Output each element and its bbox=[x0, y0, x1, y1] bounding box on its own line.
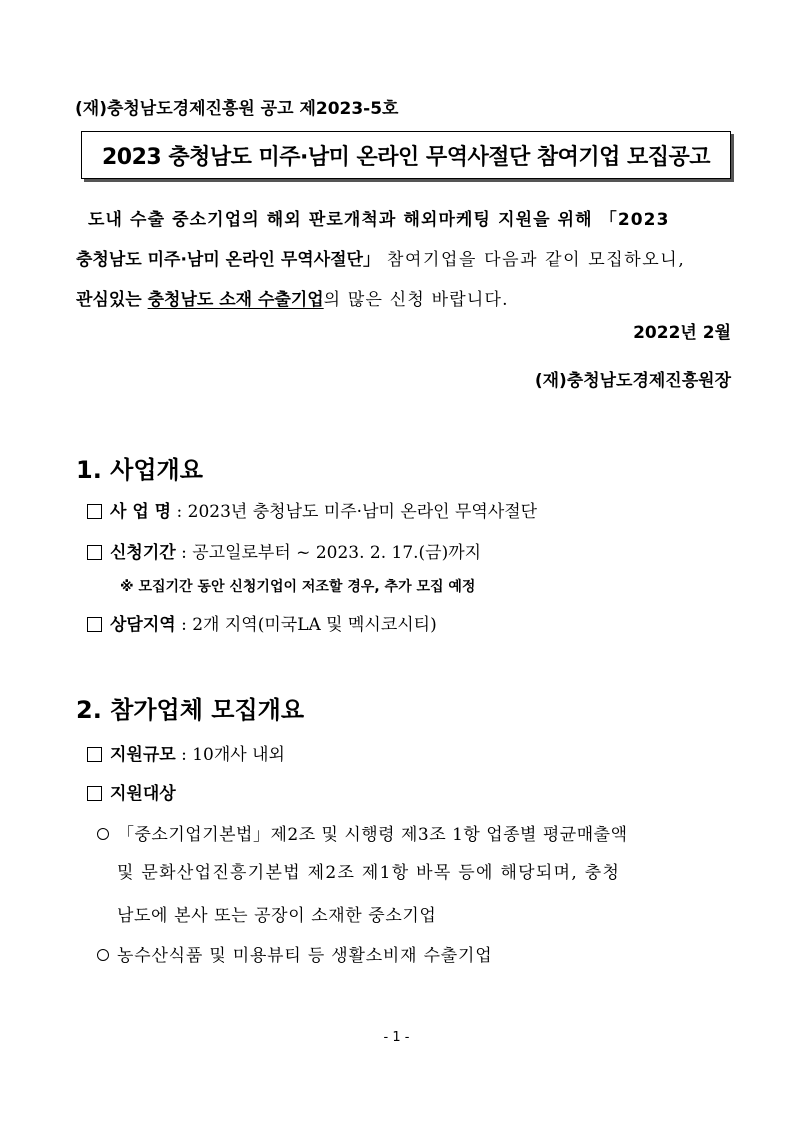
item-value: : 10개사 내외 bbox=[175, 745, 285, 765]
item-support-scale bbox=[87, 740, 285, 765]
item-value: : 공고일로부터 ~ 2023. 2. 17.(금)까지 bbox=[175, 543, 482, 563]
target-item-2-line-1: 농수산식품 및 미용뷰티 등 생활소비재 수출기업 bbox=[117, 946, 493, 966]
intro-interest: 관심있는 bbox=[76, 290, 148, 310]
target-item-1-line-2: 및 문화산업진흥기본법 제2조 제1항 바목 등에 해당되며, 충청 bbox=[117, 863, 621, 883]
target-item-1 bbox=[97, 820, 729, 845]
section-2-title: 2. 참가업체 모집개요 bbox=[76, 696, 304, 724]
page-number: - 1 - bbox=[383, 1030, 410, 1045]
item-label: 상담지역 bbox=[110, 615, 176, 635]
intro-line-3-rest: 의 많은 신청 바랍니다. bbox=[323, 290, 509, 310]
item-value: : 2개 지역(미국LA 및 멕시코시티) bbox=[175, 615, 437, 635]
item-support-target bbox=[87, 779, 176, 804]
checkbox-icon bbox=[87, 504, 102, 519]
intro-paragraph bbox=[76, 200, 730, 320]
target-item-1-line-3: 남도에 본사 또는 공장이 소재한 중소기업 bbox=[117, 906, 437, 926]
checkbox-icon bbox=[87, 545, 102, 560]
circle-bullet-icon bbox=[97, 949, 109, 961]
item-label: 지원규모 bbox=[110, 745, 176, 765]
document-title-box bbox=[81, 131, 731, 179]
notice-number: (재)충청남도경제진흥원 공고 제2023-5호 bbox=[75, 99, 399, 119]
item-label: 지원대상 bbox=[110, 784, 176, 804]
intro-line-3 bbox=[76, 280, 730, 320]
target-item-2 bbox=[97, 941, 729, 966]
checkbox-icon bbox=[87, 747, 102, 762]
document-title: 2023 충청남도 미주·남미 온라인 무역사절단 참여기업 모집공고 bbox=[101, 144, 711, 170]
checkbox-icon bbox=[87, 786, 102, 801]
item-project-name bbox=[87, 497, 537, 522]
target-item-1-line-1: 「중소기업기본법」제2조 및 시행령 제3조 1항 업종별 평균매출액 bbox=[117, 825, 628, 845]
item-application-period bbox=[87, 538, 481, 563]
item-label: 사 업 명 bbox=[110, 502, 172, 522]
intro-target-underline: 충청남도 소재 수출기업 bbox=[147, 290, 324, 310]
issuer-name: (재)충청남도경제진흥원장 bbox=[534, 371, 731, 391]
recruitment-note: ※ 모집기간 동안 신청기업이 저조할 경우, 추가 모집 예정 bbox=[120, 579, 476, 595]
item-label: 신청기간 bbox=[110, 543, 176, 563]
section-1-title: 1. 사업개요 bbox=[76, 456, 203, 484]
intro-line-2 bbox=[76, 240, 730, 280]
item-consultation-region bbox=[87, 610, 437, 635]
intro-program-name: 충청남도 미주·남미 온라인 무역사절단」 bbox=[76, 250, 380, 270]
notice-date: 2022년 2월 bbox=[633, 323, 731, 343]
intro-line-1 bbox=[76, 200, 730, 240]
item-value: : 2023년 충청남도 미주·남미 온라인 무역사절단 bbox=[171, 502, 538, 522]
intro-line-1-text: 도내 수출 중소기업의 해외 판로개척과 해외마케팅 지원을 위해 「2023 bbox=[88, 210, 670, 230]
circle-bullet-icon bbox=[97, 828, 109, 840]
checkbox-icon bbox=[87, 617, 102, 632]
intro-line-2-rest: 참여기업을 다음과 같이 모집하오니, bbox=[379, 250, 686, 270]
